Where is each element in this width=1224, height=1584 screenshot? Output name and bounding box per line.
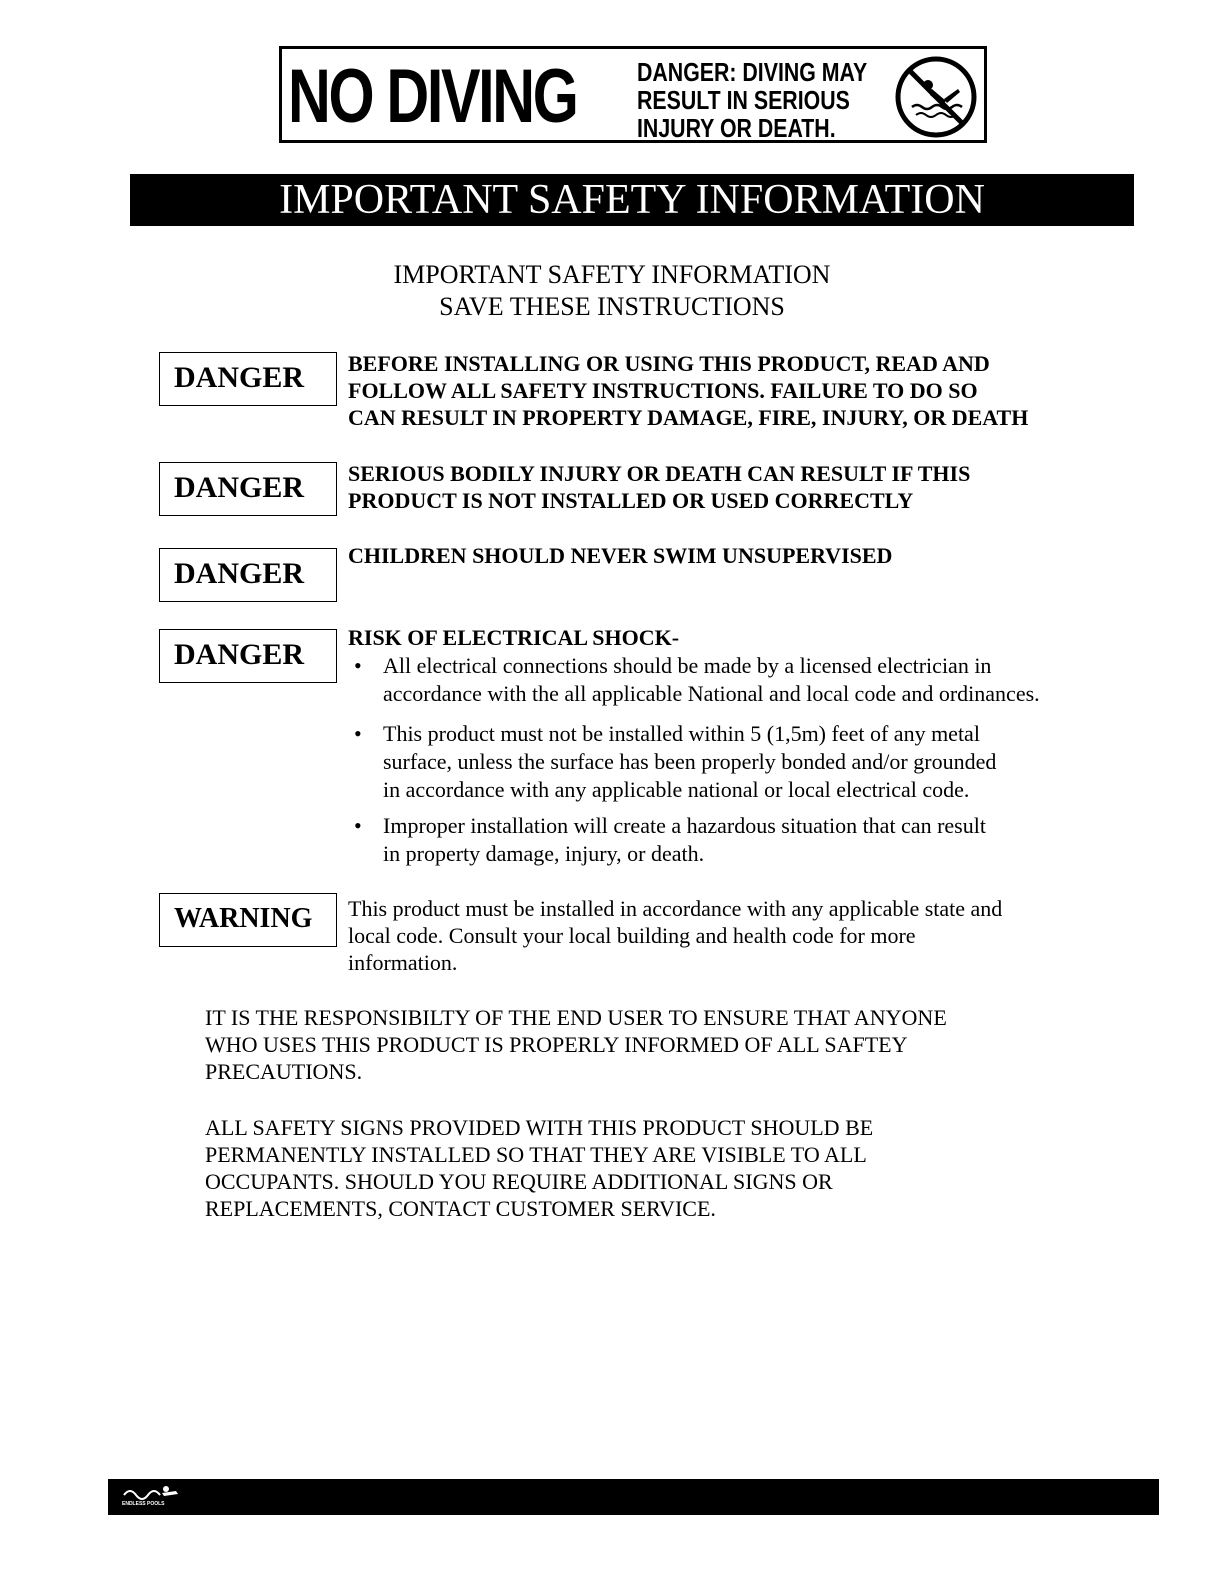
electrical-shock-heading: RISK OF ELECTRICAL SHOCK- [348,625,680,650]
bullet-text [383,812,986,868]
footer-logo-text: ENDLESS POOLS [122,1501,165,1507]
bullet-text [383,652,1040,708]
footer-bar [108,1479,1159,1515]
text-line: REPLACEMENTS, CONTACT CUSTOMER SERVICE. [205,1196,716,1221]
bullet-dot: • [354,721,362,746]
danger-label: DANGER [159,352,337,406]
text-line: IT IS THE RESPONSIBILTY OF THE END USER TO ENSURE THAT ANYONE [205,1005,947,1030]
text-line: WHO USES THIS PRODUCT IS PROPERLY INFORMED OF ALL SAFTEY [205,1032,908,1057]
text-line: FOLLOW ALL SAFETY INSTRUCTIONS. FAILURE TO DO SO [348,378,978,403]
no-diving-icon [894,55,978,139]
text-line: in property damage, injury, or death. [383,841,705,866]
title-bar: IMPORTANT SAFETY INFORMATION [130,174,1134,226]
bullet-dot: • [354,813,362,838]
text-line: PRODUCT IS NOT INSTALLED OR USED CORRECTLY [348,488,914,513]
text-line: accordance with the all applicable National and local code and ordinances. [383,681,1040,706]
endless-pools-logo-icon [122,1483,186,1501]
danger-text [348,460,1108,514]
text-line: This product must not be installed within 5 (1,5m) feet of any metal [383,721,980,746]
text-line: SERIOUS BODILY INJURY OR DEATH CAN RESULT IF THIS [348,461,971,486]
warning-text [348,895,1108,976]
bullet-text [383,720,996,804]
sign-warning-text [637,58,867,142]
safety-signs-paragraph [205,1114,1105,1222]
endless-pools-logo [122,1483,186,1511]
text-line: PERMANENTLY INSTALLED SO THAT THEY ARE VISIBLE TO ALL [205,1142,867,1167]
responsibility-paragraph [205,1004,1105,1085]
danger-text [348,350,1108,431]
text-line: local code. Consult your local building and health code for more [348,923,916,948]
text-line: This product must be installed in accordance with any applicable state and [348,896,1003,921]
sign-warning-line: INJURY OR DEATH. [637,113,836,143]
text-line: OCCUPANTS. SHOULD YOU REQUIRE ADDITIONAL SIGNS OR [205,1169,833,1194]
subtitle-line: SAVE THESE INSTRUCTIONS [439,292,785,321]
subtitle-line: IMPORTANT SAFETY INFORMATION [393,260,831,289]
danger-label: DANGER [159,462,337,516]
danger-label: DANGER [159,629,337,683]
sign-warning-line: DANGER: DIVING MAY [637,57,868,87]
text-line: information. [348,950,458,975]
sign-headline: NO DIVING [288,54,577,139]
danger-label: DANGER [159,548,337,602]
no-diving-sign [279,46,987,143]
text-line: Improper installation will create a hazardous situation that can result [383,813,986,838]
text-line: in accordance with any applicable national or local electrical code. [383,777,970,802]
danger-text [348,542,1108,569]
text-line: BEFORE INSTALLING OR USING THIS PRODUCT, READ AND [348,351,990,376]
text-line: CAN RESULT IN PROPERTY DAMAGE, FIRE, INJURY, OR DEATH [348,405,1029,430]
text-line: PRECAUTIONS. [205,1059,363,1084]
text-line: surface, unless the surface has been properly bonded and/or grounded [383,749,997,774]
text-line: CHILDREN SHOULD NEVER SWIM UNSUPERVISED [348,543,893,568]
bullet-dot: • [354,653,362,678]
sign-warning-line: RESULT IN SERIOUS [637,85,850,115]
text-line: ALL SAFETY SIGNS PROVIDED WITH THIS PRODUCT SHOULD BE [205,1115,874,1140]
warning-label: WARNING [159,893,337,947]
text-line: All electrical connections should be made by a licensed electrician in [383,653,992,678]
